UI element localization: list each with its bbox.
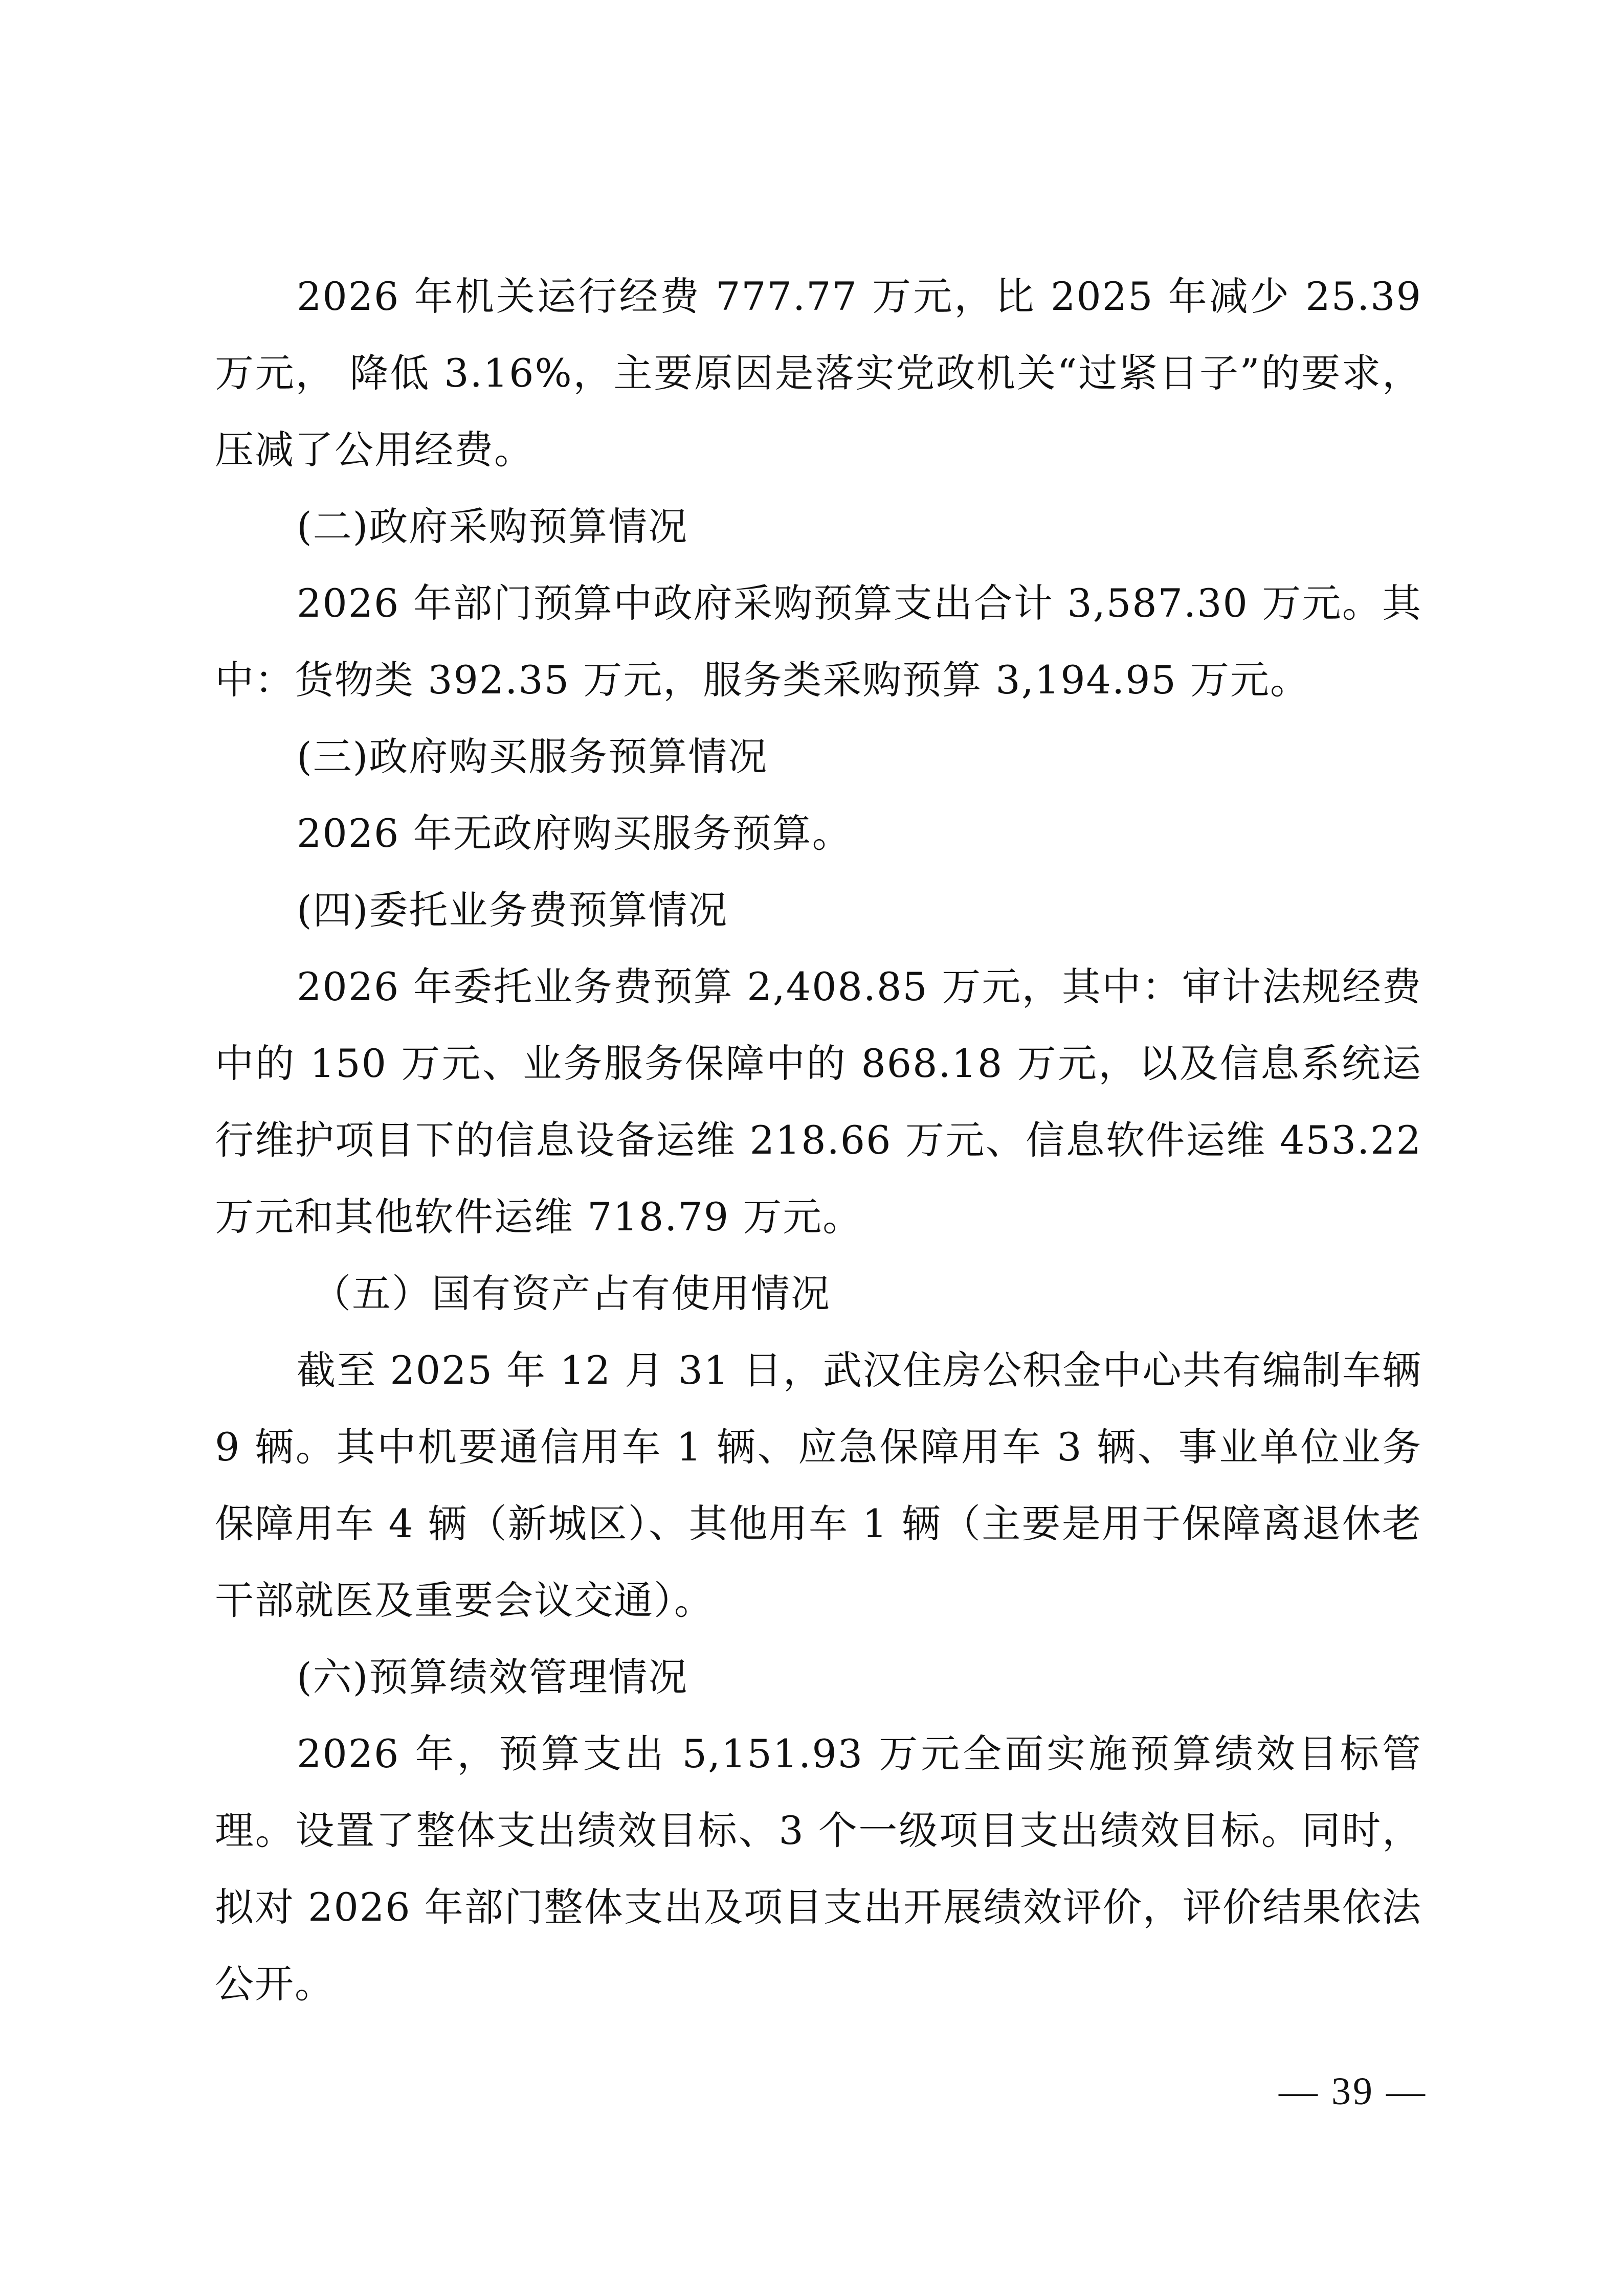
paragraph-operating-expenses: 2026 年机关运行经费 777.77 万元，比 2025 年减少 25.39 万元， 降低 3.16%，主要原因是落实党政机关“过紧日子”的要求，压减了公用经费。 xyxy=(215,274,1422,472)
heading-commissioned-business: (四)委托业务费预算情况 xyxy=(297,887,728,933)
paragraph-commissioned-business: 2026 年委托业务费预算 2,408.85 万元，其中：审计法规经费中的 150 万元、业务服务保障中的 868.18 万元，以及信息系统运行维护项目下的信息设备运维 218.66 万元、信息软件运维 453.22 万元和其他软件运维 718.79 万元。 xyxy=(215,964,1422,1240)
heading-performance-management: (六)预算绩效管理情况 xyxy=(297,1654,688,1700)
heading-purchase-services: (三)政府购买服务预算情况 xyxy=(297,734,768,779)
paragraph-government-procurement: 2026 年部门预算中政府采购预算支出合计 3,587.30 万元。其中：货物类 392.35 万元，服务类采购预算 3,194.95 万元。 xyxy=(215,580,1422,703)
page-number: — 39 — xyxy=(1279,2070,1427,2113)
paragraph-state-assets: 截至 2025 年 12 月 31 日，武汉住房公积金中心共有编制车辆 9 辆。其中机要通信用车 1 辆、应急保障用车 3 辆、事业单位业务保障用车 4 辆（新城区）、其他用车 1 辆（主要是用于保障离退休老干部就医及重要会议交通）。 xyxy=(215,1347,1422,1623)
paragraph-performance-management: 2026 年，预算支出 5,151.93 万元全面实施预算绩效目标管理。设置了整体支出绩效目标、3 个一级项目支出绩效目标。同时，拟对 2026 年部门整体支出及项目支出开展绩效评价，评价结果依法公开。 xyxy=(215,1731,1422,2007)
document-body xyxy=(215,258,1422,2022)
heading-state-assets: （五）国有资产占有使用情况 xyxy=(312,1271,831,1316)
heading-government-procurement: (二)政府采购预算情况 xyxy=(297,504,688,549)
paragraph-purchase-services: 2026 年无政府购买服务预算。 xyxy=(297,811,852,856)
